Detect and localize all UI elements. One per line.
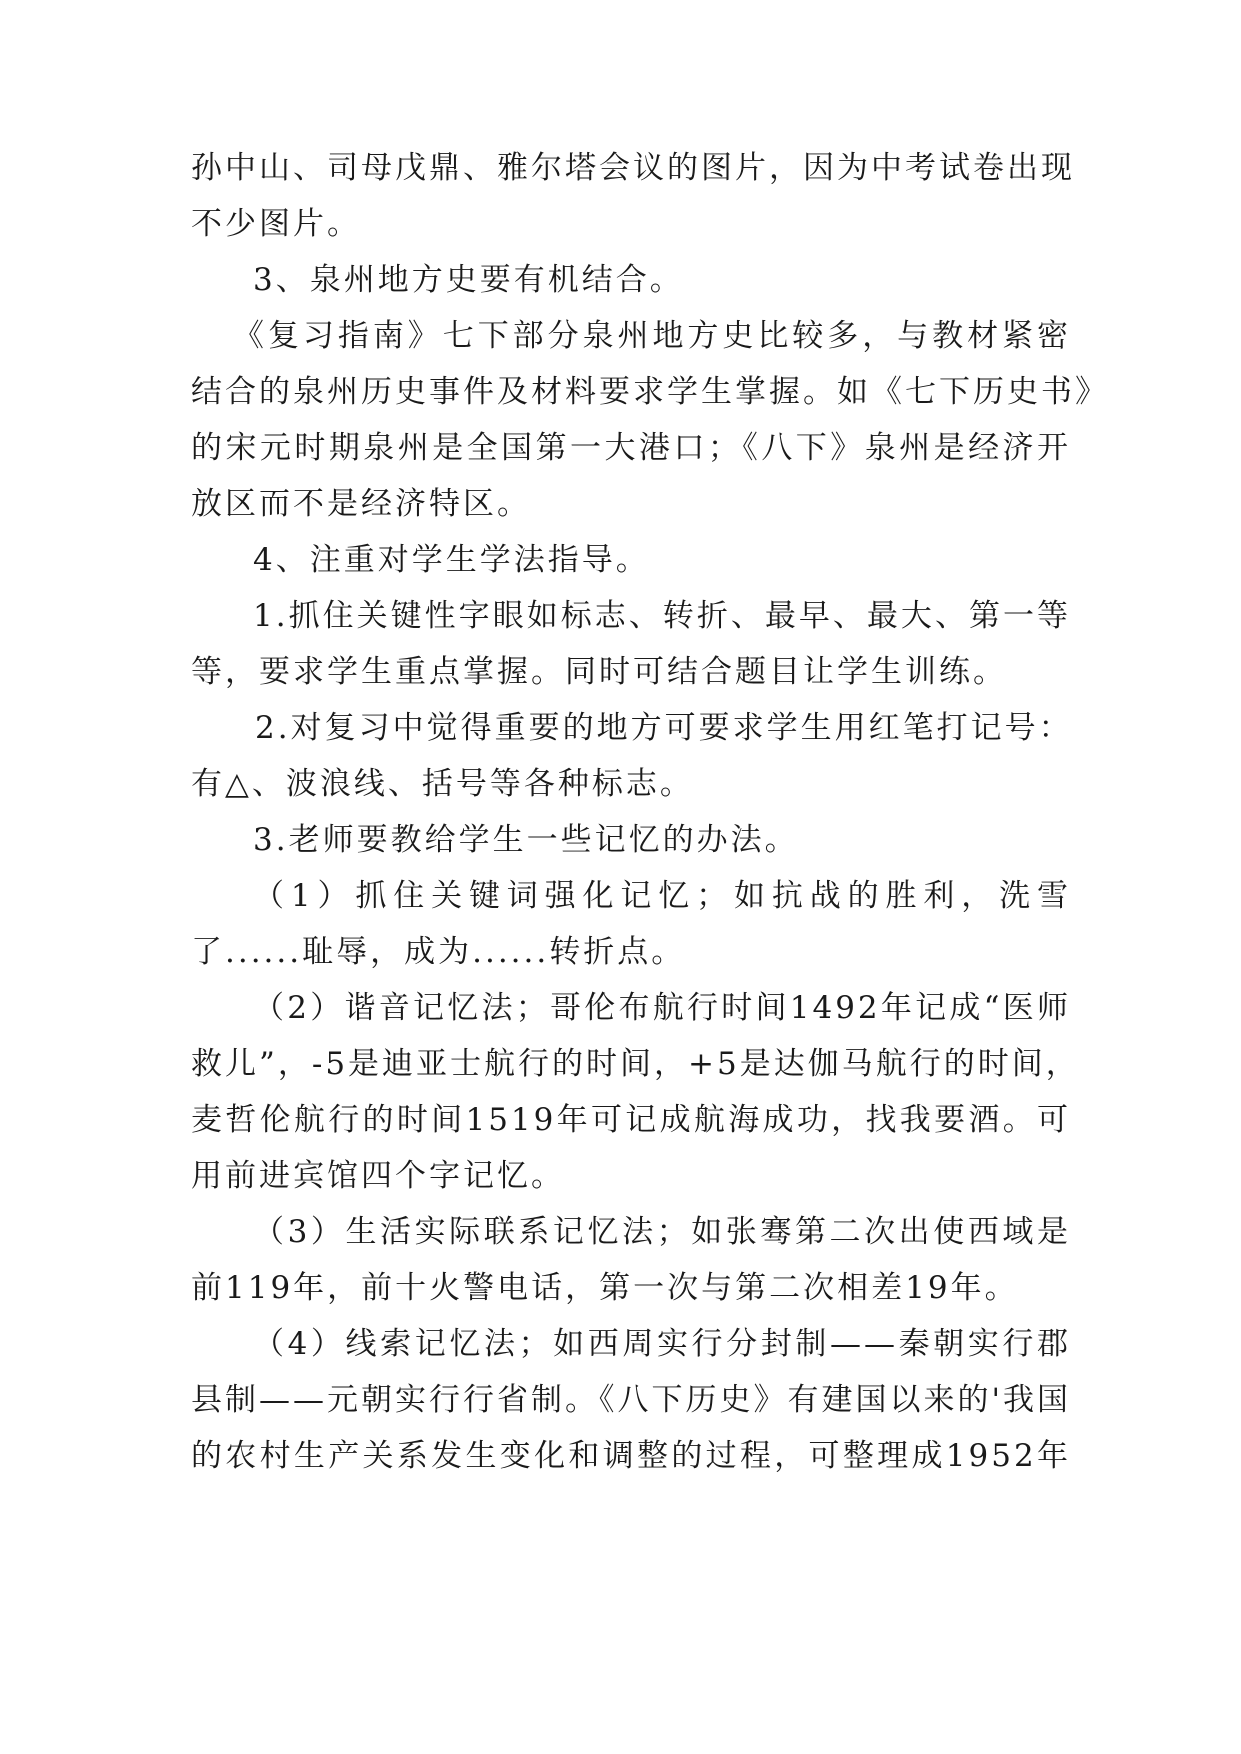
text-line: 3、泉州地方史要有机结合。 (253, 262, 684, 298)
text-line: 的农村生产关系发生变化和调整的过程，可整理成1952年 (191, 1438, 1071, 1474)
text-line: 救儿”，-5是迪亚士航行的时间，+5是达伽马航行的时间， (191, 1046, 1080, 1082)
text-line: 3.老师要教给学生一些记忆的办法。 (253, 822, 799, 858)
text-line: （1）抓住关键词强化记忆；如抗战的胜利，洗雪 (253, 878, 1071, 914)
text-line: 4、注重对学生学法指导。 (253, 542, 650, 578)
text-line: 有△、波浪线、括号等各种标志。 (191, 766, 694, 802)
text-line: 放区而不是经济特区。 (191, 486, 531, 522)
text-line: 县制——元朝实行行省制。《八下历史》有建国以来的'我国 (191, 1382, 1072, 1418)
text-line: 2.对复习中觉得重要的地方可要求学生用红笔打记号： (255, 710, 1073, 746)
text-line: （3）生活实际联系记忆法；如张骞第二次出使西域是 (253, 1214, 1071, 1250)
text-line: 用前进宾馆四个字记忆。 (191, 1158, 565, 1194)
text-line: （4）线索记忆法；如西周实行分封制——秦朝实行郡 (253, 1326, 1071, 1362)
text-line: 的宋元时期泉州是全国第一大港口；《八下》泉州是经济开 (191, 430, 1071, 466)
text-line: 结合的泉州历史事件及材料要求学生掌握。如《七下历史书》 (191, 374, 1109, 410)
text-line: 孙中山、司母戊鼎、雅尔塔会议的图片，因为中考试卷出现 (191, 150, 1075, 186)
text-line: 不少图片。 (191, 206, 361, 242)
text-line: 麦哲伦航行的时间1519年可记成航海成功，找我要酒。可 (191, 1102, 1071, 1138)
text-line: 了......耻辱，成为......转折点。 (191, 934, 686, 970)
text-line: 1.抓住关键性字眼如标志、转折、最早、最大、第一等 (253, 598, 1071, 634)
text-line: （2）谐音记忆法；哥伦布航行时间1492年记成“医师 (253, 990, 1071, 1026)
text-line: 《复习指南》七下部分泉州地方史比较多，与教材紧密 (233, 318, 1071, 354)
text-line: 前119年，前十火警电话，第一次与第二次相差19年。 (191, 1270, 1019, 1306)
text-line: 等，要求学生重点掌握。同时可结合题目让学生训练。 (191, 654, 1007, 690)
